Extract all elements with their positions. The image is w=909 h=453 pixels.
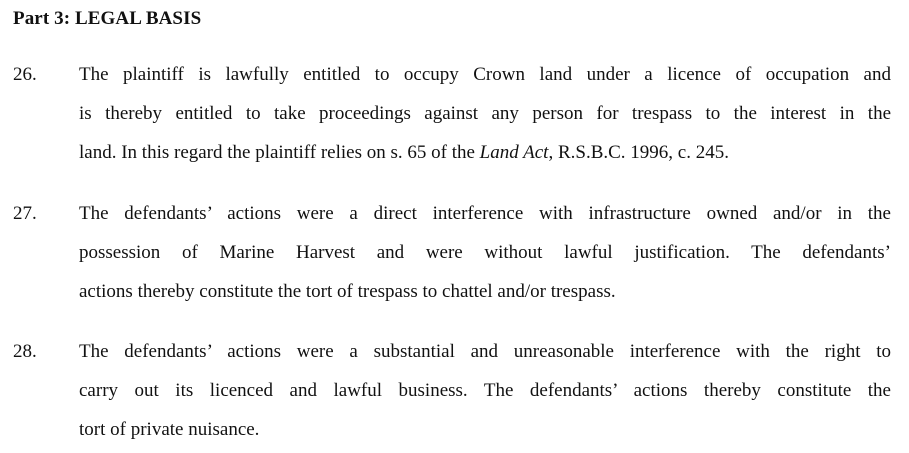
paragraph-text bbox=[79, 332, 891, 449]
paragraph-number: 28. bbox=[13, 341, 37, 362]
citation-reference: , R.S.B.C. 1996, c. 245. bbox=[548, 142, 729, 163]
paragraph-line: is thereby entitled to take proceedings against any person for trespass to the interest in the bbox=[79, 103, 891, 124]
section-heading: Part 3: LEGAL BASIS bbox=[13, 8, 202, 29]
paragraph-line: actions thereby constitute the tort of trespass to chattel and/or trespass. bbox=[79, 281, 616, 302]
paragraph-line: The plaintiff is lawfully entitled to occupy Crown land under a licence of occupation and bbox=[79, 64, 891, 85]
paragraph-number: 26. bbox=[13, 64, 37, 85]
citation-text: land. In this regard the plaintiff relies on s. 65 of the bbox=[79, 142, 480, 163]
statute-name: Land Act bbox=[479, 142, 549, 163]
paragraph-line bbox=[79, 133, 891, 172]
paragraph-text bbox=[79, 55, 891, 172]
paragraph-line: carry out its licenced and lawful business. The defendants’ actions thereby constitute the bbox=[79, 380, 891, 401]
paragraph-line: tort of private nuisance. bbox=[79, 419, 260, 440]
paragraph-line: The defendants’ actions were a substantial and unreasonable interference with the right to bbox=[79, 341, 891, 362]
paragraph-text bbox=[79, 194, 891, 311]
paragraph-line: The defendants’ actions were a direct interference with infrastructure owned and/or in the bbox=[79, 203, 891, 224]
paragraph-line: possession of Marine Harvest and were without lawful justification. The defendants’ bbox=[79, 242, 891, 263]
paragraph-number: 27. bbox=[13, 203, 37, 224]
